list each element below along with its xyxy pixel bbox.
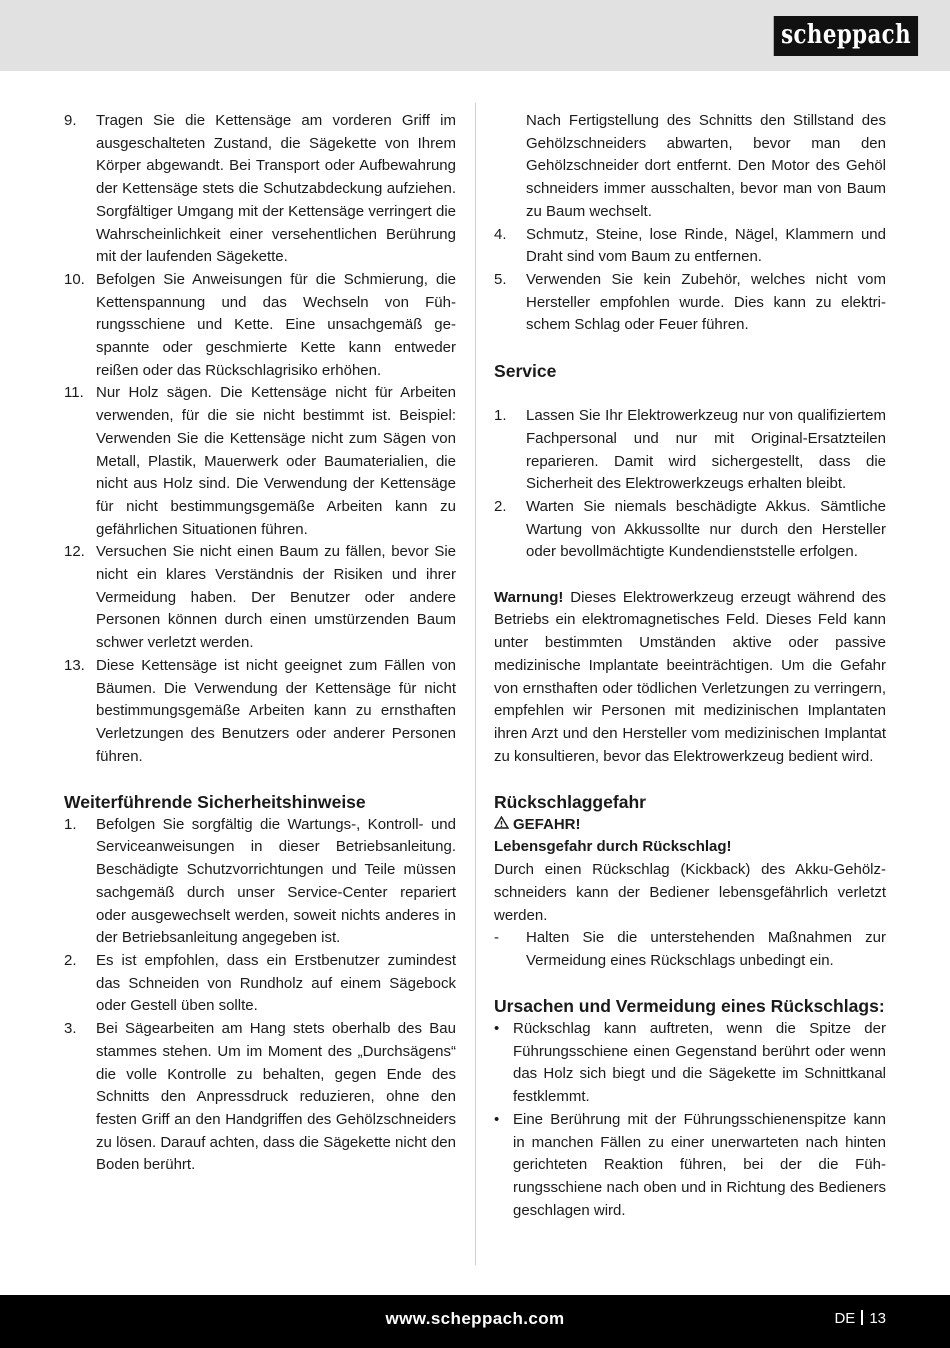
item-number: 2. <box>64 952 77 969</box>
item-number: 2. <box>494 497 507 515</box>
left-column <box>64 110 456 1177</box>
list-item <box>494 269 886 337</box>
section-heading-kickback: Rückschlaggefahr <box>494 792 646 813</box>
item-text: Bei Sägearbeiten am Hang stets oberhalb des Bau stammes stehen. Um im Moment des „Durchsägens“ die volle Kontrolle zu behalten, gegen Ende des Schnitts den Anpressdruck reduzieren, ohne den festen Griff an den Handgriffen des Gehölzschneiders zu lösen. Darauf achten, dass die Sägekette nicht den Boden berührt. <box>96 1020 456 1174</box>
item-text: Es ist empfohlen, dass ein Erstbenutzer zumindest das Schneiden von Rundholz auf einem Sägebock oder Gestell üben sollte. <box>96 952 456 1015</box>
item-text: Nach Fertigstellung des Schnitts den Stillstand des Gehölzschneiders abwarten, bevor man den Gehölzschneider dort entfernt. Den Motor des Gehöl schneiders immer ausschalten, bevor man von Baum zu Baum wechselt. <box>526 112 886 220</box>
item-text: Nur Holz sägen. Die Kettensäge nicht für Arbeiten verwenden, für die sie nicht bestimmt ist. Beispiel: Verwenden Sie die Kettensäge nicht zum Sägen von Metall, Plastik, Mauerwerk oder Baumaterialien, die nicht aus Holz sind. Die Verwendung der Kettensäge für nicht bestimmungsgemäße Arbeiten kann zu gefährlichen Situationen führen. <box>96 384 456 538</box>
warning-text: Dieses Elektrowerkzeug erzeugt während des Betriebs ein elektromagnetisches Feld. Dieses Feld kann unter bestimmten Umständen aktive oder passive medizinische Implantate beeinträchtigen. Um die Gefahr von ernsthaften oder tödlichen Verletzungen zu verringern, empfehlen wir Personen mit medizinischen Implantaten ihren Arzt und den Hersteller vom medizinischen Implantat zu konsultieren, bevor das Elektrowerkzeug bedient wird. <box>494 588 886 765</box>
list-item <box>64 541 456 655</box>
list-item <box>494 927 886 972</box>
service-list <box>494 405 886 564</box>
warning-triangle-icon <box>494 814 509 837</box>
section-heading-causes: Ursachen und Vermeidung eines Rückschlags: <box>494 996 885 1017</box>
kickback-paragraph: Durch einen Rückschlag (Kickback) des Akku-Gehölzschneiders kann der Bediener lebensgefährlich verletzt werden. <box>494 861 886 924</box>
header-band <box>0 0 950 71</box>
item-number: 13. <box>64 656 85 674</box>
list-item <box>64 1018 456 1177</box>
item-dash: - <box>494 929 499 947</box>
item-number: 5. <box>494 270 507 288</box>
section-heading-further-safety: Weiterführende Sicherheitshinweise <box>64 792 366 813</box>
item-text: Rückschlag kann auftreten, wenn die Spitze der Führungsschiene einen Gegenstand berührt oder wenn das Holz sich biegt und die Sägekette im Schnittkanal festklemmt. <box>513 1020 886 1106</box>
danger-line <box>494 814 886 837</box>
item-text: Versuchen Sie nicht einen Baum zu fällen, bevor Sie nicht ein klares Verständnis der Risiken und ihrer Vermeidung haben. Der Benutzer oder andere Personen können durch einen umstürzenden Baum schwer verletzt werden. <box>96 543 456 652</box>
list-item <box>494 1109 886 1223</box>
safety-list <box>64 110 456 768</box>
column-divider <box>475 103 476 1265</box>
list-item <box>64 655 456 769</box>
list-item <box>494 405 886 496</box>
item-text: Warten Sie niemals beschädigte Akkus. Sämtliche Wartung von Akkussollte nur durch den Hersteller oder bevollmächtigte Kundendienststelle erfolgen. <box>526 497 886 561</box>
item-text: Diese Kettensäge ist nicht geeignet zum Fällen von Bäumen. Die Verwendung der Kettensäge für nicht bestimmungsgemäße Arbeiten kann zu ernsthaften Verletzungen des Benutzers oder anderer Personen führen. <box>96 656 456 765</box>
section-heading-service: Service <box>494 360 557 381</box>
item-number: 4. <box>494 225 507 243</box>
item-number: 1. <box>64 815 77 833</box>
list-item <box>64 950 456 1018</box>
list-item <box>494 496 886 564</box>
warning-paragraph <box>494 587 886 769</box>
kickback-dash-list <box>494 927 886 972</box>
item-number: 12. <box>64 543 85 561</box>
item-number: 11. <box>64 384 84 402</box>
safety-list-continued <box>494 224 886 338</box>
list-item <box>64 814 456 950</box>
list-item <box>64 382 456 541</box>
item-text: Tragen Sie die Kettensäge am vorderen Griff im ausgeschalteten Zustand, die Sägekette von Ihrem Körper abgewandt. Bei Transport oder Aufbewahrung der Kettensäge stets die Schutzabdeckung aufziehen. Sorgfältiger Umgang mit der Kettensäge verringert die Wahrscheinlichkeit einer versehentlichen Berührung mit der laufenden Sägekette. <box>96 112 456 266</box>
page-indicator <box>834 1310 886 1327</box>
further-safety-list <box>64 814 456 1177</box>
item-text: Lassen Sie Ihr Elektrowerkzeug nur von qualifiziertem Fachpersonal und nur mit Original-Ersatzteilen reparieren. Damit wird sichergestellt, dass die Sicherheit des Elektrowerkzeugs erhalten bleibt. <box>526 407 886 493</box>
danger-subheading: Lebensgefahr durch Rückschlag! <box>494 838 732 856</box>
item-text: Befolgen Sie sorgfältig die Wartungs-, Kontroll- und Serviceanweisungen in dieser Betriebsanleitung. Beschädigte Schutzvorrichtungen und Teile müssen sachgemäß durch unser Service-Center repariert oder ausgewechselt werden, soweit nichts anderes in der Betriebsanleitung angegeben ist. <box>96 815 456 947</box>
footer-bar <box>0 1295 950 1348</box>
item-text: Halten Sie die unterstehenden Maßnahmen zur Vermeidung eines Rückschlags unbedingt ein. <box>526 929 886 969</box>
item-number: 3. <box>64 1020 77 1038</box>
bullet: • <box>494 1020 500 1038</box>
brand-logo: scheppach <box>773 16 918 56</box>
list-item-continuation <box>494 110 886 224</box>
list-item <box>494 1018 886 1109</box>
language-code: DE <box>834 1310 856 1327</box>
warning-label: Warnung! <box>494 588 564 606</box>
list-item <box>64 110 456 269</box>
item-number: 9. <box>64 112 77 129</box>
list-item <box>494 224 886 269</box>
item-text: Befolgen Sie Anweisungen für die Schmierung, die Kettenspannung und das Wechseln von Führungsschiene und Kette. Eine unsachgemäß gespannte oder geschmierte Kette kann entweder reißen oder das Rückschlagrisiko erhöhen. <box>96 270 456 379</box>
website-link[interactable]: www.scheppach.com <box>385 1309 565 1328</box>
item-text: Verwenden Sie kein Zubehör, welches nicht vom Hersteller empfohlen wurde. Dies kann zu elektrischem Schlag oder Feuer führen. <box>526 270 886 334</box>
right-column <box>494 110 886 1222</box>
page-number: 13 <box>869 1310 886 1327</box>
item-number: 1. <box>494 407 507 425</box>
danger-label: GEFAHR! <box>513 815 581 833</box>
separator <box>861 1310 863 1325</box>
item-text: Schmutz, Steine, lose Rinde, Nägel, Klammern und Draht sind vom Baum zu entfernen. <box>526 225 886 266</box>
causes-bullet-list <box>494 1018 886 1222</box>
list-item <box>64 269 456 383</box>
bullet: • <box>494 1110 500 1128</box>
item-text: Eine Berührung mit der Führungsschienenspitze kann in manchen Fällen zu einer unerwarteten nach hinten gerichteten Reaktion führen, bei der die Führungsschiene nach oben und in Richtung des Bedieners geschlagen wird. <box>513 1110 886 1219</box>
item-number: 10. <box>64 270 85 288</box>
